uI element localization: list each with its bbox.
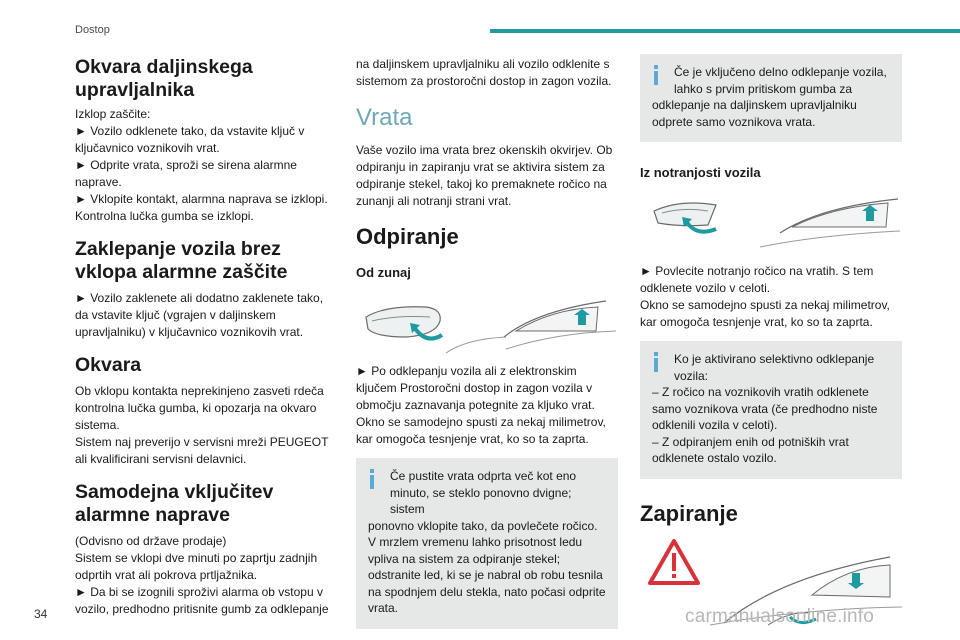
body-vrata: Vaše vozilo ima vrata brez okenskih okvirjev. Ob odpiranju in zapiranju vrat se aktivira sistem za odpiranje stekel, takoj ko premaknete ročico na zunanji ali notranji strani vrat. — [356, 143, 613, 208]
note-selective-first: Ko je aktivirano selektivno odklepanje vozila: — [674, 352, 875, 383]
heading-samodejna: Samodejna vključitev alarmne naprave — [75, 481, 274, 526]
body-samodejna: (Odvisno od države prodaje) Sistem se vklopi dve minuti po zaprtju zadnjih odprtih vrat ali pokrova prtljažnika. ► Da bi se izognili sproživi alarma ob vstopu v vozilo, predhodno pritisnite gumb za odklepanje — [75, 534, 329, 616]
page-number: 34 — [34, 607, 48, 621]
info-icon — [652, 65, 660, 85]
note-partial-rest: odklepanje na daljinskem upravljalniku odprete samo voznikova vrata. — [652, 98, 857, 129]
info-icon — [652, 352, 660, 372]
heading-zaklepanje: Zaklepanje vozila brez vklopa alarmne zaščite — [75, 238, 288, 283]
header-accent-bar — [490, 29, 960, 33]
body-okvara-daljinskega: Izklop zaščite: ► Vozilo odklenete tako, da vstavite ključ v ključavnico voznikovih vrat. ► Odprite vrata, sproži se sirena alarmne naprave. ► Vklopite kontakt, alarmna naprava se izklopi. Kontrolna lučka gumba se izklopi. — [75, 107, 328, 223]
heading-iz-notranjosti: Iz notranjosti vozila — [640, 165, 761, 180]
body-continued: na daljinskem upravljalniku ali vozilo odklenite s sistemom za prostoročni dostop in zagon vozila. — [356, 57, 612, 88]
body-od-zunaj: ► Po odklepanju vozila ali z elektronskim ključem Prostoročni dostop in zagon vozila v območju zaznavanja potegnite za kljuko vrat. Okno se samodejno spusti za nekaj milimetrov, kar omogoča tesnjenje vrat, ko so ta zaprta. — [356, 364, 606, 446]
info-note-selective — [640, 341, 902, 479]
outside-handle-illustration — [356, 287, 618, 355]
info-note-window — [356, 458, 618, 629]
heading-odpiranje: Odpiranje — [356, 224, 459, 249]
body-zaklepanje: ► Vozilo zaklenete ali dodatno zaklenete tako, da vstavite ključ (vgrajen v daljinskem upravljalniku) v ključavnico voznikovih vrat. — [75, 291, 324, 339]
note-window-first: Če pustite vrata odprta več kot eno minuto, se steklo ponovno dvigne; sistem — [390, 469, 577, 516]
heading-vrata: Vrata — [356, 104, 413, 131]
heading-okvara-daljinskega: Okvara daljinskega upravljalnika — [75, 56, 253, 101]
outside-handle-figure — [356, 287, 618, 355]
note-selective-rest: – Z ročico na voznikovih vratih odklenete samo voznikova vrata (če predhodno niste odklenili vozila v celoti). – Z odpiranjem enih od potniških vrat odklenete ostalo vozilo. — [652, 385, 878, 465]
column-3 — [640, 56, 902, 629]
heading-okvara: Okvara — [75, 354, 142, 376]
body-iz-notranjosti: ► Povlecite notranjo ročico na vratih. S tem odklenete vozilo v celoti. Okno se samodejno spusti za nekaj milimetrov, kar omogoča tesnjenje vrat, ko so ta zaprta. — [640, 264, 890, 329]
watermark: carmanualsonline.info — [685, 606, 875, 627]
info-icon — [368, 469, 376, 489]
inside-handle-illustration — [640, 191, 902, 253]
body-okvara: Ob vklopu kontakta neprekinjeno zasveti rdeča kontrolna lučka gumba, ki opozarja na okvaro sistema. Sistem naj preverijo v servisni mreži PEUGEOT ali kvalificirani servisni delavnici. — [75, 384, 329, 466]
note-window-rest: ponovno vklopite tako, da povlečete ročico. V mrzlem vremenu lahko prisotnost ledu vpliva na sistem za odpiranje stekel; odstranite led, ki se je nabral ob robu tesnila na spodnjem delu stekla, nato počasi odprite vrata. — [368, 518, 606, 615]
note-partial-first: Če je vključeno delno odklepanje vozila, lahko s prvim pritiskom gumba za — [674, 65, 887, 96]
column-2 — [356, 56, 618, 629]
warning-icon — [650, 541, 698, 583]
info-note-partial-unlock — [640, 54, 902, 142]
heading-od-zunaj: Od zunaj — [356, 265, 411, 280]
heading-zapiranje: Zapiranje — [640, 500, 738, 526]
column-1 — [75, 56, 337, 618]
page-header-title: Dostop — [75, 24, 110, 36]
inside-handle-figure — [640, 191, 902, 253]
